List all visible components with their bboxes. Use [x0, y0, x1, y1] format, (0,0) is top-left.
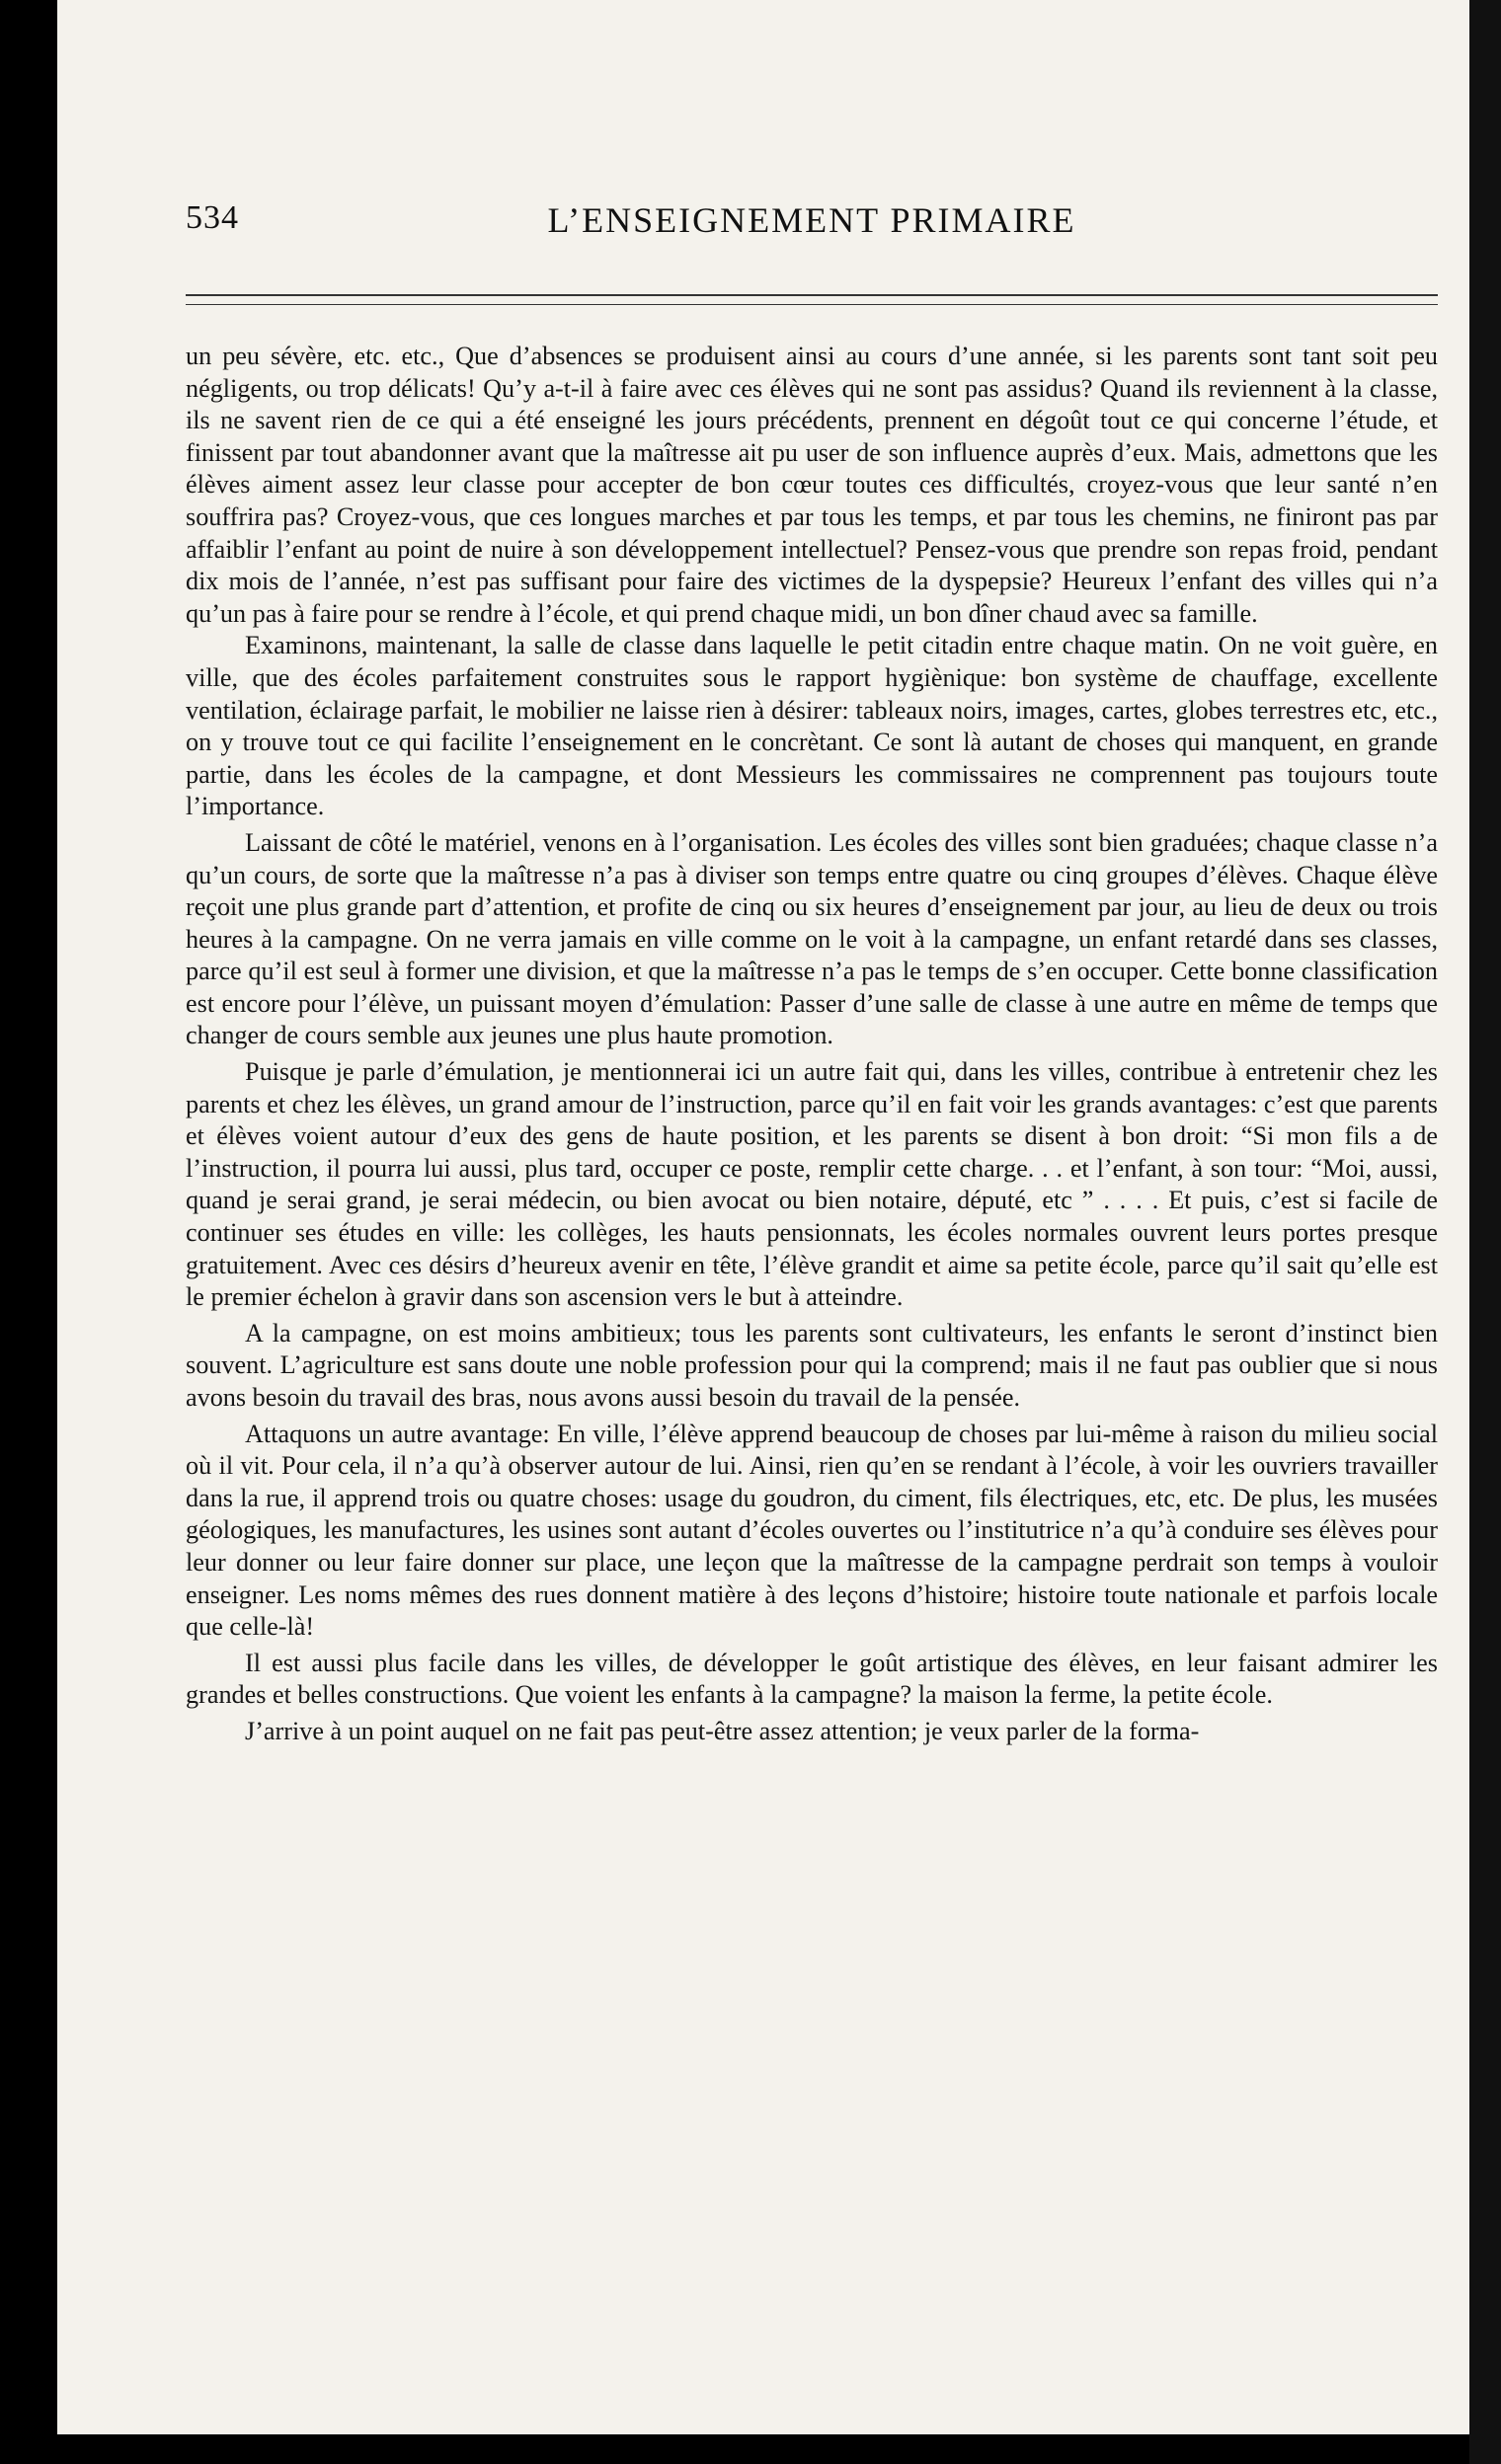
page-content [186, 188, 1438, 1745]
header-rule [186, 294, 1438, 296]
paragraph: un peu sévère, etc. etc., Que d’absences se produisent ainsi au cours d’une année, si les parents sont tant soit peu négligents, ou trop délicats! Qu’y a-t-il à faire avec ces élèves qui ne sont pas assidus? Quand ils reviennent à la classe, ils ne savent rien de ce qui a été enseigné les jours précédents, prennent en dégoût tout ce qui concerne l’étude, et finissent par tout abandonner avant que la maîtresse ait pu user de son influence auprès d’eux. Mais, admettons que les élèves aiment assez leur classe pour accepter de bon cœur toutes ces difficultés, croyez-vous que leur santé n’en souffrira pas? Croyez-vous, que ces longues marches et par tous les temps, et par tous les chemins, ne finiront pas par affaiblir l’enfant au point de nuire à son développement intellectuel? Pensez-vous que prendre son repas froid, pendant dix mois de l’année, n’est pas suffisant pour faire des victimes de la dyspepsie? Heureux l’enfant des villes qui n’a qu’un pas à faire pour se rendre à l’école, et qui prend chaque midi, un bon dîner chaud avec sa famille. [186, 342, 1438, 628]
paragraph: Puisque je parle d’émulation, je mentionnerai ici un autre fait qui, dans les villes, contribue à entretenir chez les parents et chez les élèves, un grand amour de l’instruction, parce qu’il en fait voir les grands avantages: c’est que parents et élèves voient autour d’eux des gens de haute position, et les parents se disent à bon droit: “Si mon fils a de l’instruction, il pourra lui aussi, plus tard, occuper ce poste, remplir cette charge. . . et l’enfant, à son tour: “Moi, aussi, quand je serai grand, je serai médecin, ou bien avocat ou bien notaire, député, etc ” . . . . Et puis, c’est si facile de continuer ses études en ville: les collèges, les hauts pensionnats, les écoles normales ouvrent leurs portes presque gratuitement. Avec ces désirs d’heureux avenir en tête, l’élève grandit et aime sa petite école, parce qu’il sait qu’elle est le premier échelon à gravir dans son ascension vers le but à atteindre. [186, 1057, 1438, 1312]
paragraph: A la campagne, on est moins ambitieux; tous les parents sont cultivateurs, les enfants le seront d’instinct bien souvent. L’agriculture est sans doute une noble profession pour qui la comprend; mais il ne faut pas oublier que si nous avons besoin du travail des bras, nous avons aussi besoin du travail de la pensée. [186, 1318, 1438, 1412]
scanned-page [57, 0, 1469, 2434]
paragraph: Attaquons un autre avantage: En ville, l’élève apprend beaucoup de choses par lui-même à raison du milieu social où il vit. Pour cela, il n’a qu’à observer autour de lui. Ainsi, rien qu’en se rendant à l’école, à voir les ouvriers travailler dans la rue, il apprend trois ou quatre choses: usage du goudron, du ciment, fils électriques, etc, etc. De plus, les musées géologiques, les manufactures, les usines sont autant d’écoles ouvertes ou l’institutrice n’a qu’à conduire ses élèves pour leur donner ou leur faire donner sur place, une leçon que la maîtresse de la campagne perdrait son temps à vouloir enseigner. Les noms mêmes des rues donnent matière à des leçons d’histoire; histoire toute nationale et parfois locale que celle-là! [186, 1419, 1438, 1642]
body-text [186, 341, 1438, 1748]
header-rule-thin [186, 304, 1438, 305]
paragraph: Examinons, maintenant, la salle de classe dans laquelle le petit citadin entre chaque matin. On ne voit guère, en ville, que des écoles parfaitement construites sous le rapport hygiènique: bon système de chauffage, excellente ventilation, éclairage parfait, le mobilier ne laisse rien à désirer: tableaux noirs, images, cartes, globes terrestres etc, etc., on y trouve tout ce qui facilite l’enseignement en le concrètant. Ce sont là autant de choses qui manquent, en grande partie, dans les écoles de la campagne, et dont Messieurs les commissaires ne comprennent pas toujours toute l’importance. [186, 631, 1438, 821]
paragraph: Laissant de côté le matériel, venons en à l’organisation. Les écoles des villes sont bien graduées; chaque classe n’a qu’un cours, de sorte que la maîtresse n’a pas à diviser son temps entre quatre ou cinq groupes d’élèves. Chaque élève reçoit une plus grande part d’attention, et profite de cinq ou six heures d’enseignement par jour, au lieu de deux ou trois heures à la campagne. On ne verra jamais en ville comme on le voit à la campagne, un enfant retardé dans ses classes, parce qu’il est seul à former une division, et que la maîtresse n’a pas le temps de s’en occuper. Cette bonne classification est encore pour l’élève, un puissant moyen d’émulation: Passer d’une salle de classe à une autre en même de temps que changer de cours semble aux jeunes une plus haute promotion. [186, 827, 1438, 1050]
paragraph: J’arrive à un point auquel on ne fait pas peut-être assez attention; je veux parler de la forma- [245, 1716, 1200, 1745]
page-number: 534 [186, 199, 239, 236]
scan-edge [1469, 0, 1501, 2464]
page-header [186, 188, 1438, 247]
paragraph: Il est aussi plus facile dans les villes, de développer le goût artistique des élèves, en leur faisant admirer les grandes et belles constructions. Que voient les enfants à la campagne? la maison la ferme, la petite école. [186, 1648, 1438, 1710]
running-title: L’ENSEIGNEMENT PRIMAIRE [547, 200, 1076, 240]
